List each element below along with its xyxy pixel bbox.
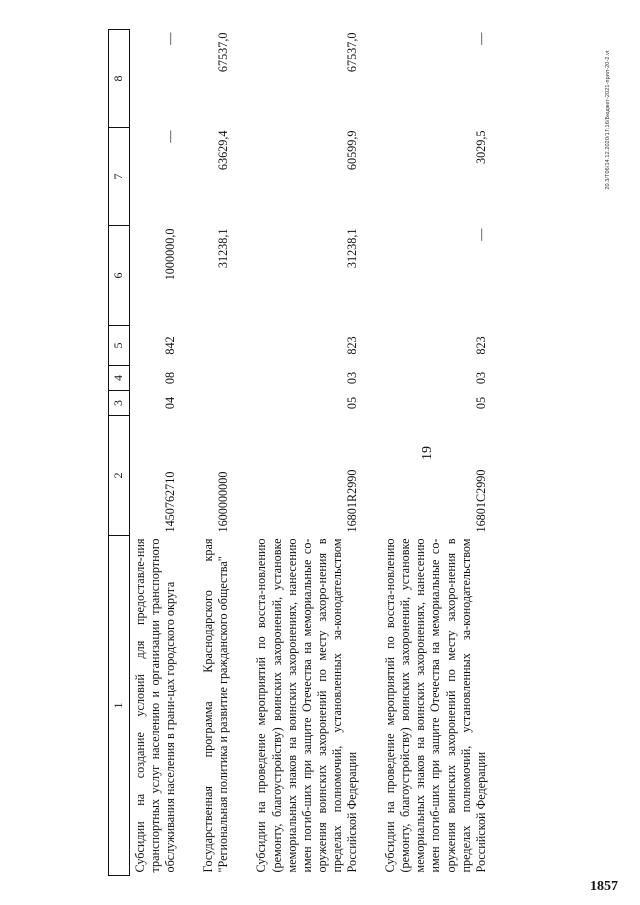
row-value-2021: — bbox=[473, 228, 488, 241]
row-rz: 05 bbox=[345, 396, 360, 410]
row-rz bbox=[198, 391, 235, 416]
table-header-row bbox=[109, 30, 130, 876]
row-vr: 842 bbox=[163, 336, 178, 355]
rotated-table-wrapper bbox=[108, 30, 582, 876]
row-value-2022: 3029,5 bbox=[473, 130, 488, 165]
column-header: 2 bbox=[109, 416, 130, 536]
table-row bbox=[198, 30, 235, 876]
column-header: 7 bbox=[109, 128, 130, 226]
row-value-2021: 1000000,0 bbox=[163, 228, 178, 281]
row-value-2022: 63629,4 bbox=[216, 130, 231, 171]
row-pr: 03 bbox=[345, 371, 360, 385]
row-rz: 04 bbox=[163, 396, 178, 410]
row-pr: 08 bbox=[163, 371, 178, 385]
row-code: 16801С2990 bbox=[473, 469, 488, 533]
column-header: 4 bbox=[109, 366, 130, 391]
row-spacer bbox=[182, 30, 198, 876]
row-value-2023: — bbox=[473, 32, 488, 45]
document-number: 1857 bbox=[590, 879, 618, 894]
row-name: Субсидии на проведение мероприятий по восста-новлению (ремонту, благоустройству) воинских захоронений, установке мемориальных знаков на воинских захоронениях, нанесению имен погиб-ших при защите Отечества на мемориальные со-оружения воинских захоронений по месту захоро-нения в пределах полномочий, установленных за-конодательством Российской Федерации bbox=[383, 538, 488, 873]
row-code: 1450762710 bbox=[163, 471, 178, 533]
row-vr: 823 bbox=[345, 336, 360, 355]
column-header: 3 bbox=[109, 391, 130, 416]
row-rz: 05 bbox=[473, 396, 488, 410]
column-header: 6 bbox=[109, 226, 130, 326]
budget-table bbox=[108, 29, 493, 876]
row-spacer bbox=[364, 30, 380, 876]
row-code: 16801R2990 bbox=[345, 469, 360, 533]
row-value-2023: 67537,0 bbox=[216, 32, 231, 73]
row-value-2022: — bbox=[163, 130, 178, 143]
row-vr bbox=[198, 326, 235, 366]
row-value-2023: 67537,0 bbox=[345, 32, 360, 73]
page-number: 19 bbox=[420, 446, 435, 460]
row-spacer bbox=[235, 30, 251, 876]
row-name: Субсидии на проведение мероприятий по восста-новлению (ремонту, благоустройству) воинских захоронений, установке мемориальных знаков на воинских захоронениях, нанесению имен погиб-ших при защите Отечества на мемориальные со-оружения воинских захоронений по месту захоро-нения в пределах полномочий, установленных за-конодательством Российской Федерации bbox=[254, 538, 360, 873]
table-row bbox=[251, 30, 364, 876]
table-row bbox=[130, 30, 183, 876]
row-value-2021: 31238,1 bbox=[216, 228, 231, 269]
column-header: 5 bbox=[109, 326, 130, 366]
row-value-2022: 60599,9 bbox=[345, 130, 360, 171]
row-value-2021: 31238,1 bbox=[345, 228, 360, 269]
row-code: 1600000000 bbox=[216, 471, 231, 533]
row-pr: 03 bbox=[473, 371, 488, 385]
row-value-2023: — bbox=[163, 32, 178, 45]
column-header: 8 bbox=[109, 30, 130, 128]
table-row bbox=[380, 30, 493, 876]
row-name: Субсидии на создание условий для предоставле-ния транспортных услуг населению и организации транспортного обслуживания населения в грани-цах городского округа bbox=[133, 538, 178, 873]
row-pr bbox=[198, 366, 235, 391]
column-header: 1 bbox=[109, 536, 130, 876]
file-reference: 20.3/Т06/14.12.2020/17:16/Бюджет-2021-прил-20-2.vt bbox=[605, 50, 611, 190]
row-name: Государственная программа Краснодарского края "Региональная политика и развитие гражданского общества" bbox=[201, 538, 231, 873]
row-vr: 823 bbox=[473, 336, 488, 355]
